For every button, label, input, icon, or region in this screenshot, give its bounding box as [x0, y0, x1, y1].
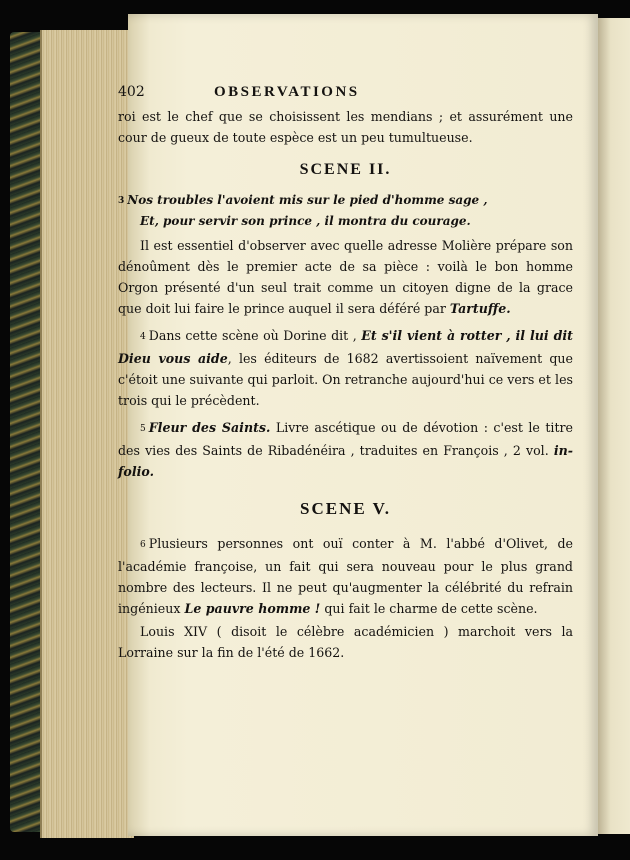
note-marker-6: 6 [140, 540, 146, 550]
verse-quote [118, 190, 573, 231]
note-3-paragraph [118, 235, 573, 319]
running-head: OBSERVATIONS [214, 84, 360, 100]
note-5-title: Fleur des Saints. [148, 420, 271, 435]
note-5-format: in-folio. [118, 443, 573, 479]
note-6-paragraph [118, 533, 573, 619]
page-text [118, 82, 573, 663]
note-4-text-a: Dans cette scène où Dorine dit , [148, 328, 357, 343]
paragraph-continuation: roi est le chef que se choisissent les mendians ; et assurément une cour de gueux de toute espèce est un peu tumultueuse. [118, 109, 573, 145]
note-4-text-b: , les éditeurs de 1682 avertissoient naïvement que c'étoit une suivante qui parloit. On retranche aujourd'hui ce vers et les trois qui le précèdent. [118, 351, 573, 408]
note-4-quote: Et s'il vient à rotter , il lui dit Dieu vous aide [118, 328, 573, 366]
note-3-title: Tartuffe. [449, 301, 511, 316]
verse-line-1: Nos troubles l'avoient mis sur le pied d'homme sage , [127, 193, 488, 207]
facing-page-edge [598, 18, 630, 834]
note-6-quote: Le pauvre homme ! [184, 601, 321, 616]
note-marker-3: 3 [118, 196, 125, 206]
page-header [118, 82, 573, 106]
final-paragraph: Louis XIV ( disoit le célèbre académicien ) marchoit vers la Lorraine sur la fin de l'été de 1662. [118, 624, 573, 660]
note-3-text: Il est essentiel d'observer avec quelle adresse Molière prépare son dénoûment dès le premier acte de sa pièce : voilà le bon homme Orgon présenté d'un seul trait comme un citoyen digne de la grace que doit lui faire le prince auquel il sera déféré par [118, 238, 573, 316]
scene-2-heading: SCENE II. [299, 161, 392, 178]
note-6-text-a: Plusieurs personnes ont ouï conter à M. l'abbé d'Olivet, de l'académie françoise, un fait qui sera nouveau pour le plus grand nombre des lecteurs. Il ne peut qu'augmenter la célébrité du refrain ingénieux [118, 536, 573, 616]
note-5-paragraph [118, 417, 573, 482]
page-number: 402 [118, 84, 145, 100]
scene-5-heading: SCENE V. [300, 499, 391, 518]
note-marker-5: 5 [140, 424, 146, 434]
note-5-text: Livre ascétique ou de dévotion : c'est le titre des vies des Saints de Ribadénéira , traduites en François , 2 vol. [118, 420, 573, 458]
note-4-paragraph [118, 325, 573, 411]
note-marker-4: 4 [140, 332, 146, 342]
note-6-text-b: qui fait le charme de cette scène. [324, 601, 538, 616]
verse-line-2: Et, pour servir son prince , il montra du courage. [140, 214, 471, 228]
